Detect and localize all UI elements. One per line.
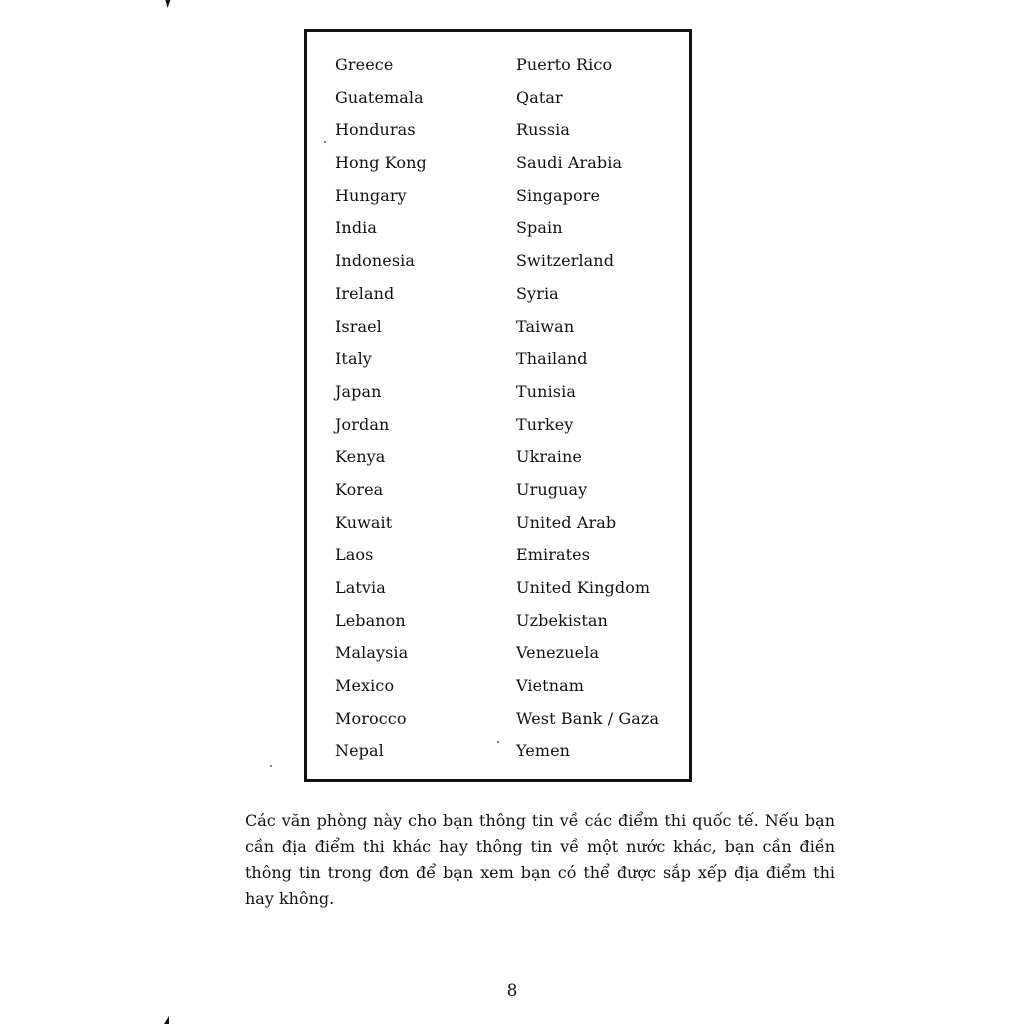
country-item: Jordan xyxy=(335,414,390,434)
scan-speck xyxy=(497,741,499,743)
country-item: Honduras xyxy=(335,120,416,140)
country-item: Greece xyxy=(335,55,394,74)
country-item: Switzerland xyxy=(516,251,615,271)
country-item: Korea xyxy=(335,479,384,499)
country-item: Russia xyxy=(516,120,571,140)
country-item: Japan xyxy=(335,381,382,401)
scan-mark-bottom xyxy=(164,1016,169,1024)
country-item: Thailand xyxy=(516,349,588,369)
country-item: Kuwait xyxy=(335,512,393,532)
scan-speck xyxy=(270,765,272,767)
country-item: Tunisia xyxy=(516,381,576,401)
page-number: 8 xyxy=(506,981,518,1001)
country-item: Ireland xyxy=(335,283,395,303)
scan-speck xyxy=(324,141,326,143)
country-item: Laos xyxy=(335,545,374,565)
country-item: Guatemala xyxy=(335,87,424,107)
country-item: Italy xyxy=(335,349,372,369)
country-item: Indonesia xyxy=(335,251,416,271)
country-column-right xyxy=(516,54,659,773)
country-item: United Arab xyxy=(516,512,617,532)
country-item: Qatar xyxy=(516,87,563,107)
country-item: Uruguay xyxy=(516,479,588,499)
country-item: Emirates xyxy=(516,545,591,565)
country-list-box xyxy=(304,29,692,782)
country-item: Ukraine xyxy=(516,447,582,467)
country-item: Morocco xyxy=(335,708,407,728)
country-item: United Kingdom xyxy=(516,578,651,597)
country-item: Vietnam xyxy=(516,676,585,696)
country-item: Latvia xyxy=(335,578,386,597)
country-item: Taiwan xyxy=(516,316,575,336)
country-item: Malaysia xyxy=(335,643,409,663)
country-item: Uzbekistan xyxy=(516,610,608,630)
country-item: Nepal xyxy=(335,741,384,761)
country-item: India xyxy=(335,218,378,238)
country-item: Puerto Rico xyxy=(516,55,613,74)
country-column-left xyxy=(335,54,427,773)
country-item: Lebanon xyxy=(335,610,406,630)
country-item: Turkey xyxy=(516,414,574,434)
country-item: Kenya xyxy=(335,447,386,467)
body-paragraph: Các văn phòng này cho bạn thông tin về các điểm thi quốc tế. Nếu bạn cần địa điểm thi khác hay thông tin về một nước khác, bạn cần điền thông tin trong đơn để bạn xem bạn có thể được sắp xếp địa điểm thi hay không. xyxy=(245,811,835,908)
country-item: Israel xyxy=(335,316,382,336)
country-item: Hong Kong xyxy=(335,153,427,173)
country-item: Yemen xyxy=(516,741,571,761)
country-item: Saudi Arabia xyxy=(516,153,623,173)
country-item: Syria xyxy=(516,283,559,303)
country-item: Singapore xyxy=(516,185,601,205)
country-item: Venezuela xyxy=(516,643,600,663)
country-item: Spain xyxy=(516,218,563,238)
scan-mark-top xyxy=(163,0,171,8)
country-item: Mexico xyxy=(335,676,395,696)
country-item: West Bank / Gaza xyxy=(516,708,660,728)
country-item: Hungary xyxy=(335,185,407,205)
